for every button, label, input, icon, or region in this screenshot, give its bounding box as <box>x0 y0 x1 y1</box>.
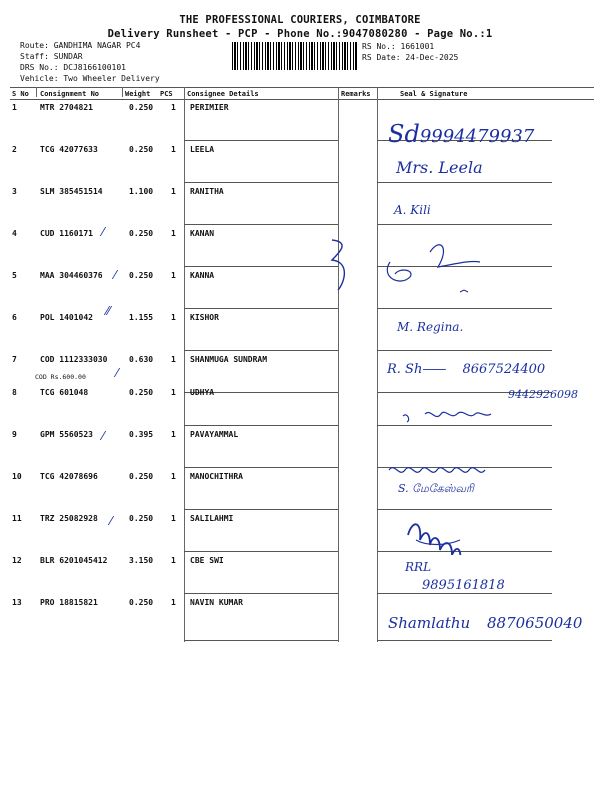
col-divider <box>122 87 123 97</box>
signature-row-10: S. மேகேஸ்வரி <box>398 482 474 495</box>
col-divider <box>184 87 185 642</box>
row-pcs: 1 <box>171 229 176 238</box>
signature-row-8 <box>395 400 535 430</box>
row-weight: 3.150 <box>129 556 154 565</box>
row-rule <box>184 467 338 468</box>
row-consignee: UDHYA <box>190 388 215 397</box>
row-rule <box>184 551 338 552</box>
row-weight: 0.250 <box>129 514 154 523</box>
tick-mark: ⁄ <box>116 366 119 380</box>
col-divider <box>338 87 339 642</box>
row-pcs: 1 <box>171 103 176 112</box>
row-consignment-no: GPM 5560523 <box>40 430 93 439</box>
signature-row-6: M. Regina. <box>397 320 464 334</box>
row-sno: 9 <box>12 430 17 439</box>
row-rule <box>184 308 338 309</box>
row-rule <box>184 182 338 183</box>
row-cod-amount: COD Rs.600.00 <box>35 373 86 381</box>
row-consignment-no: SLM 385451514 <box>40 187 103 196</box>
row-sno: 3 <box>12 187 17 196</box>
header-seal-signature: Seal & Signature <box>400 90 468 98</box>
row-sno: 13 <box>12 598 22 607</box>
row-sno: 1 <box>12 103 17 112</box>
signature-row-10-tamil <box>385 458 535 478</box>
row-rule <box>184 593 338 594</box>
row-rule <box>377 350 552 351</box>
header-consignee: Consignee Details <box>187 90 259 98</box>
row-weight: 0.250 <box>129 598 154 607</box>
row-consignment-no: MAA 304460376 <box>40 271 103 280</box>
row-consignee: LEELA <box>190 145 215 154</box>
row-weight: 1.100 <box>129 187 154 196</box>
signature-row-11 <box>402 510 482 555</box>
row-consignee: SALILAHMI <box>190 514 234 523</box>
row-rule <box>377 593 552 594</box>
row-sno: 5 <box>12 271 17 280</box>
row-sno: 11 <box>12 514 22 523</box>
row-rule <box>184 140 338 141</box>
signature-row-1: Sd9994479937 <box>388 120 535 148</box>
row-rule <box>184 640 338 641</box>
header-weight: Weight <box>125 90 151 98</box>
row-weight: 1.155 <box>129 313 154 322</box>
row-consignment-no: PRO 18815821 <box>40 598 98 607</box>
row-consignee: CBE SWI <box>190 556 224 565</box>
signature-row-4-5 <box>320 232 500 302</box>
row-weight: 0.250 <box>129 103 154 112</box>
row-weight: 0.250 <box>129 388 154 397</box>
row-sno: 10 <box>12 472 22 481</box>
tick-mark: ⁄ <box>102 225 105 239</box>
tick-mark: ⁄ <box>114 268 117 282</box>
row-consignee: PAVAYAMMAL <box>190 430 239 439</box>
row-consignee: SHANMUGA SUNDRAM <box>190 355 268 364</box>
row-consignment-no: MTR 2704821 <box>40 103 93 112</box>
tick-mark: ⁄ <box>110 514 113 528</box>
phone-row-12: 9895161818 <box>422 578 505 593</box>
row-pcs: 1 <box>171 514 176 523</box>
row-consignee: KANAN <box>190 229 215 238</box>
row-consignment-no: POL 1401042 <box>40 313 93 322</box>
row-weight: 0.250 <box>129 271 154 280</box>
tick-mark: ⁄⁄ <box>106 304 111 318</box>
table-header-rule <box>10 99 594 100</box>
row-rule <box>184 509 338 510</box>
row-consignment-no: TCG 42078696 <box>40 472 98 481</box>
signature-row-3: A. Kili <box>394 203 431 217</box>
row-consignee: MANOCHITHRA <box>190 472 243 481</box>
rs-date: RS Date: 24-Dec-2025 <box>362 53 459 62</box>
vehicle-label: Vehicle: Two Wheeler Delivery <box>20 74 160 83</box>
row-rule <box>377 640 552 641</box>
row-pcs: 1 <box>171 313 176 322</box>
header-pcs: PCS <box>160 90 173 98</box>
staff-label: Staff: SUNDAR <box>20 52 83 61</box>
row-sno: 8 <box>12 388 17 397</box>
row-rule <box>184 425 338 426</box>
row-pcs: 1 <box>171 187 176 196</box>
row-rule <box>377 308 552 309</box>
row-consignment-no: TRZ 25082928 <box>40 514 98 523</box>
row-consignment-no: BLR 6201045412 <box>40 556 108 565</box>
row-pcs: 1 <box>171 598 176 607</box>
row-pcs: 1 <box>171 472 176 481</box>
row-rule <box>184 350 338 351</box>
row-consignment-no: CUD 1160171 <box>40 229 93 238</box>
row-pcs: 1 <box>171 271 176 280</box>
row-consignee: KISHOR <box>190 313 219 322</box>
row-pcs: 1 <box>171 556 176 565</box>
row-pcs: 1 <box>171 145 176 154</box>
header-consignment: Consignment No <box>40 90 100 98</box>
signature-row-2: Mrs. Leela <box>396 158 483 177</box>
tick-mark: ⁄ <box>102 429 105 443</box>
barcode <box>232 42 358 70</box>
row-sno: 6 <box>12 313 17 322</box>
row-pcs: 1 <box>171 355 176 364</box>
col-divider <box>377 87 378 642</box>
rs-number: RS No.: 1661001 <box>362 42 435 51</box>
row-consignee: PERIMIER <box>190 103 229 112</box>
row-consignment-no: TCG 42077633 <box>40 145 98 154</box>
row-consignment-no: COD 1112333030 <box>40 355 108 364</box>
row-rule <box>377 182 552 183</box>
col-divider <box>36 87 37 97</box>
company-title: THE PROFESSIONAL COURIERS, COIMBATORE <box>179 14 421 26</box>
row-weight: 0.250 <box>129 229 154 238</box>
row-weight: 0.250 <box>129 145 154 154</box>
row-sno: 12 <box>12 556 22 565</box>
row-sno: 4 <box>12 229 17 238</box>
header-remarks: Remarks <box>341 90 371 98</box>
phone-row-8: 9442926098 <box>508 388 578 401</box>
row-weight: 0.630 <box>129 355 154 364</box>
row-consignment-no: TCG 601048 <box>40 388 89 397</box>
row-rule <box>377 224 552 225</box>
row-weight: 0.250 <box>129 472 154 481</box>
route-label: Route: GANDHIMA NAGAR PC4 <box>20 41 141 50</box>
row-weight: 0.395 <box>129 430 154 439</box>
row-consignee: NAVIN KUMAR <box>190 598 243 607</box>
table-top-rule <box>10 87 594 88</box>
runsheet-title: Delivery Runsheet - PCP - Phone No.:9047080280 - Page No.:1 <box>107 28 493 40</box>
row-consignee: KANNA <box>190 271 215 280</box>
row-sno: 7 <box>12 355 17 364</box>
signature-row-12: RRL <box>405 560 432 574</box>
row-pcs: 1 <box>171 430 176 439</box>
header-sno: S No <box>12 90 29 98</box>
row-sno: 2 <box>12 145 17 154</box>
signature-row-7: R. Sh—— 8667524400 <box>387 362 546 377</box>
drs-number: DRS No.: DCJ8166100101 <box>20 63 126 72</box>
row-consignee: RANITHA <box>190 187 224 196</box>
signature-row-13: Shamlathu 8870650040 <box>388 614 583 632</box>
row-pcs: 1 <box>171 388 176 397</box>
row-rule <box>184 266 338 267</box>
row-rule <box>184 224 338 225</box>
